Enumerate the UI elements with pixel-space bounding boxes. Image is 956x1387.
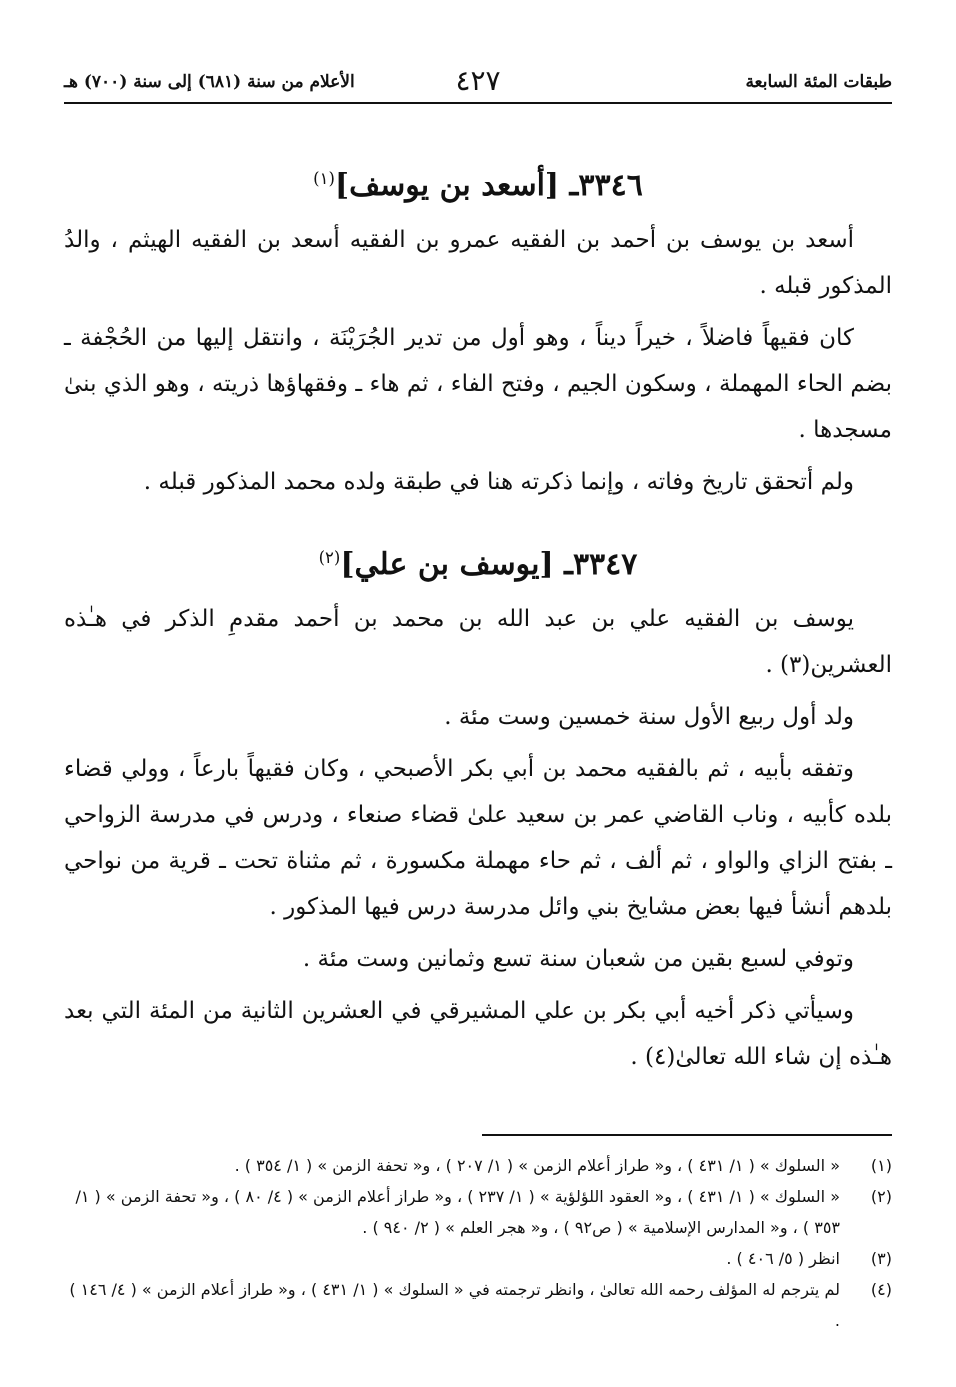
footnote-number: (٤)	[870, 1280, 892, 1299]
entry-title-text: ٣٣٤٧ـ [يوسف بن علي]	[340, 547, 638, 582]
footnote-ref: (٢)	[318, 548, 341, 567]
header-book-section: طبقات المئة السابعة	[745, 72, 892, 92]
footnote-divider	[482, 1134, 892, 1136]
paragraph: وسيأتي ذكر أخيه أبي بكر بن علي المشيرقي في العشرين الثانية من المئة التي بعد هـٰذه إن شاء الله تعالىٰ(٤) .	[64, 998, 892, 1070]
footnotes	[64, 1150, 892, 1336]
entry-title-text: ٣٣٤٦ـ [أسعد بن يوسف]	[334, 168, 643, 203]
footnote-number: (٢)	[870, 1187, 892, 1206]
footnote-text: لم يترجم له المؤلف رحمه الله تعالىٰ ، وانظر ترجمته في « السلوك » ( ١/ ٤٣١ ) ، و« طراز أعلام الزمن » ( ٤/ ١٤٦ ) .	[69, 1280, 840, 1330]
footnote	[64, 1150, 892, 1181]
footnote	[64, 1243, 892, 1274]
footnote-text: « السلوك » ( ١/ ٤٣١ ) ، و« طراز أعلام الزمن » ( ١/ ٢٠٧ ) ، و« تحفة الزمن » ( ١/ ٣٥٤ ) .	[234, 1156, 840, 1175]
footnote-ref: (١)	[313, 169, 335, 188]
paragraph: ولم أتحقق تاريخ وفاته ، وإنما ذكرته هنا في طبقة ولده محمد المذكور قبله .	[143, 469, 854, 495]
paragraph: يوسف بن الفقيه علي بن عبد الله بن محمد بن أحمد مقدمِ الذكر في هـٰذه العشرين(٣) .	[64, 606, 892, 678]
entry-title	[64, 168, 892, 203]
paragraph: وتوفي لسبع بقين من شعبان سنة تسع وثمانين وست مئة .	[302, 946, 854, 972]
footnote-text: انظر ( ٥/ ٤٠٦ ) .	[726, 1249, 840, 1268]
footnote-text: « السلوك » ( ١/ ٤٣١ ) ، و« العقود اللؤلؤية » ( ١/ ٢٣٧ ) ، و« طراز أعلام الزمن » ( ٤/ ٨٠ ) ، و« تحفة الزمن » ( ١/ ٣٥٣ ) ، و« المدارس الإسلامية » ( ص٩٢ ) ، و« هجر العلم » ( ٢/ ٩٤٠ ) .	[75, 1187, 840, 1237]
entry-title	[64, 547, 892, 582]
book-page	[64, 60, 892, 1336]
header-period: الأعلام من سنة (٦٨١) إلى سنة (٧٠٠) هـ	[64, 72, 355, 92]
footnote	[64, 1274, 892, 1336]
footnote-number: (١)	[870, 1156, 892, 1175]
running-header	[64, 60, 892, 104]
paragraph: كان فقيهاً فاضلاً ، خيراً ديناً ، وهو أول من تدير الجُرَيْنَة ، وانتقل إليها من الحُجْفة ـ بضم الحاء المهملة ، وسكون الجيم ، وفتح الفاء ، ثم هاء ـ وفقهاؤها ذريته ، وهو الذي بنىٰ مسجدها .	[64, 325, 892, 443]
footnote	[64, 1181, 892, 1243]
page-number: ٤٢٧	[455, 64, 501, 97]
paragraph: ولد أول ربيع الأول سنة خمسين وست مئة .	[444, 704, 854, 730]
footnote-number: (٣)	[870, 1249, 892, 1268]
paragraph: أسعد بن يوسف بن أحمد بن الفقيه عمرو بن الفقيه أسعد بن الفقيه الهيثم ، والدُ المذكور قبله .	[64, 227, 892, 299]
paragraph: وتفقه بأبيه ، ثم بالفقيه محمد بن أبي بكر الأصبحي ، وكان فقيهاً بارعاً ، وولي قضاء بلده كأبيه ، وناب القاضي عمر بن سعيد علىٰ قضاء صنعاء ، ودرس في مدرسة الزواحي ـ بفتح الزاي والواو ، ثم ألف ، ثم حاء مهملة مكسورة ، ثم مثناة تحت ـ قرية من نواحي بلدهم أنشأ فيها بعض مشايخ بني وائل مدرسة درس فيها المذكور .	[64, 756, 892, 920]
